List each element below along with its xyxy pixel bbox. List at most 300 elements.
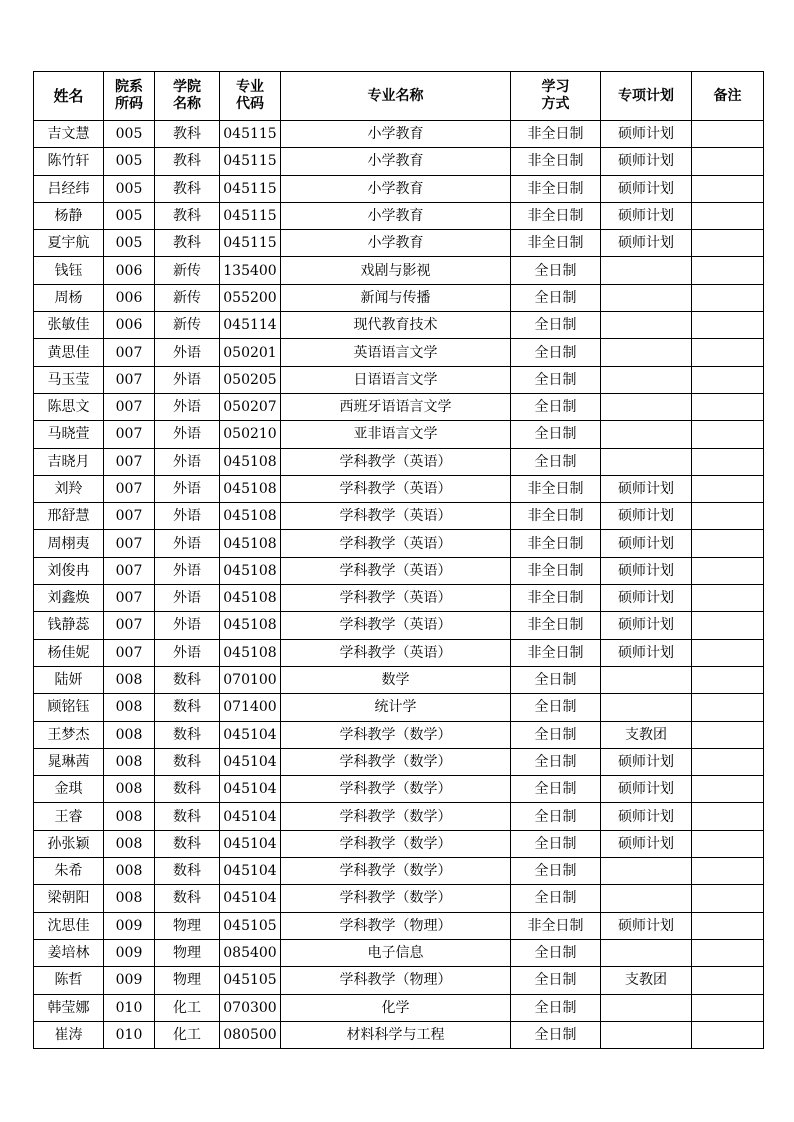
cell-name: 吉文慧: [34, 121, 104, 148]
cell-special-plan: 硕师计划: [601, 776, 692, 803]
cell-dept-code: 008: [104, 803, 155, 830]
cell-major-name: 电子信息: [281, 939, 511, 966]
cell-special-plan: 硕师计划: [601, 585, 692, 612]
cell-special-plan: [601, 448, 692, 475]
cell-major-code: 045104: [220, 830, 281, 857]
header-name: 姓名: [34, 72, 104, 121]
cell-name: 顾铭钰: [34, 694, 104, 721]
cell-remarks: [692, 312, 764, 339]
cell-dept-code: 007: [104, 557, 155, 584]
cell-major-name: 学科教学（英语）: [281, 585, 511, 612]
cell-study-mode: 非全日制: [511, 639, 601, 666]
cell-dept-code: 005: [104, 175, 155, 202]
cell-major-name: 学科教学（英语）: [281, 503, 511, 530]
cell-major-name: 学科教学（数学）: [281, 776, 511, 803]
cell-dept-code: 008: [104, 885, 155, 912]
cell-major-name: 学科教学（英语）: [281, 612, 511, 639]
cell-special-plan: 硕师计划: [601, 121, 692, 148]
cell-study-mode: 全日制: [511, 448, 601, 475]
cell-remarks: [692, 994, 764, 1021]
cell-college: 数科: [155, 858, 220, 885]
table-row: [34, 339, 764, 366]
cell-remarks: [692, 202, 764, 229]
cell-study-mode: 全日制: [511, 776, 601, 803]
cell-major-code: 045108: [220, 557, 281, 584]
cell-college: 数科: [155, 776, 220, 803]
table-row: [34, 257, 764, 284]
cell-major-code: 045108: [220, 448, 281, 475]
cell-name: 陆妍: [34, 666, 104, 693]
table-row: [34, 885, 764, 912]
cell-major-code: 045115: [220, 230, 281, 257]
table-row: [34, 202, 764, 229]
cell-remarks: [692, 503, 764, 530]
cell-special-plan: 硕师计划: [601, 748, 692, 775]
table-row: [34, 530, 764, 557]
table-row: [34, 612, 764, 639]
header-remarks: 备注: [692, 72, 764, 121]
cell-dept-code: 007: [104, 393, 155, 420]
cell-college: 外语: [155, 639, 220, 666]
table-row: [34, 858, 764, 885]
cell-major-code: 135400: [220, 257, 281, 284]
cell-major-name: 学科教学（物理）: [281, 912, 511, 939]
cell-name: 张敏佳: [34, 312, 104, 339]
cell-dept-code: 007: [104, 612, 155, 639]
cell-name: 夏宇航: [34, 230, 104, 257]
table-row: [34, 366, 764, 393]
cell-remarks: [692, 557, 764, 584]
cell-name: 钱静蕊: [34, 612, 104, 639]
cell-remarks: [692, 421, 764, 448]
cell-name: 吕经纬: [34, 175, 104, 202]
table-row: [34, 967, 764, 994]
cell-major-name: 学科教学（数学）: [281, 803, 511, 830]
cell-study-mode: 全日制: [511, 284, 601, 311]
cell-college: 数科: [155, 721, 220, 748]
cell-major-code: 045115: [220, 202, 281, 229]
cell-major-name: 材料科学与工程: [281, 1021, 511, 1048]
cell-dept-code: 007: [104, 503, 155, 530]
cell-name: 刘羚: [34, 475, 104, 502]
cell-dept-code: 006: [104, 284, 155, 311]
cell-special-plan: [601, 257, 692, 284]
cell-college: 新传: [155, 257, 220, 284]
cell-study-mode: 全日制: [511, 421, 601, 448]
cell-study-mode: 非全日制: [511, 503, 601, 530]
cell-dept-code: 005: [104, 121, 155, 148]
cell-major-name: 小学教育: [281, 202, 511, 229]
table-row: [34, 393, 764, 420]
cell-study-mode: 全日制: [511, 994, 601, 1021]
cell-college: 外语: [155, 503, 220, 530]
cell-major-name: 学科教学（物理）: [281, 967, 511, 994]
cell-study-mode: 全日制: [511, 803, 601, 830]
cell-major-code: 045105: [220, 967, 281, 994]
cell-dept-code: 007: [104, 475, 155, 502]
cell-study-mode: 全日制: [511, 967, 601, 994]
cell-special-plan: 硕师计划: [601, 475, 692, 502]
cell-major-code: 085400: [220, 939, 281, 966]
cell-remarks: [692, 803, 764, 830]
table-row: [34, 776, 764, 803]
cell-major-name: 学科教学（英语）: [281, 639, 511, 666]
table-row: [34, 1021, 764, 1048]
cell-dept-code: 008: [104, 694, 155, 721]
cell-remarks: [692, 366, 764, 393]
table-body: [34, 121, 764, 1049]
cell-remarks: [692, 721, 764, 748]
cell-major-code: 045108: [220, 612, 281, 639]
cell-remarks: [692, 858, 764, 885]
cell-college: 教科: [155, 230, 220, 257]
cell-college: 新传: [155, 284, 220, 311]
cell-study-mode: 全日制: [511, 939, 601, 966]
cell-name: 杨佳妮: [34, 639, 104, 666]
cell-major-code: 045104: [220, 803, 281, 830]
table-row: [34, 994, 764, 1021]
cell-dept-code: 007: [104, 530, 155, 557]
cell-dept-code: 008: [104, 721, 155, 748]
cell-major-code: 071400: [220, 694, 281, 721]
cell-special-plan: [601, 694, 692, 721]
cell-name: 王睿: [34, 803, 104, 830]
cell-name: 邢舒慧: [34, 503, 104, 530]
cell-dept-code: 006: [104, 312, 155, 339]
header-special-plan: 专项计划: [601, 72, 692, 121]
cell-remarks: [692, 448, 764, 475]
cell-dept-code: 010: [104, 994, 155, 1021]
cell-major-name: 小学教育: [281, 175, 511, 202]
cell-college: 外语: [155, 585, 220, 612]
table-row: [34, 585, 764, 612]
cell-college: 数科: [155, 803, 220, 830]
cell-special-plan: 硕师计划: [601, 639, 692, 666]
cell-college: 化工: [155, 994, 220, 1021]
table-row: [34, 803, 764, 830]
cell-name: 朱希: [34, 858, 104, 885]
cell-name: 崔涛: [34, 1021, 104, 1048]
cell-major-name: 数学: [281, 666, 511, 693]
table-row: [34, 721, 764, 748]
cell-study-mode: 全日制: [511, 393, 601, 420]
cell-study-mode: 非全日制: [511, 475, 601, 502]
cell-remarks: [692, 967, 764, 994]
cell-remarks: [692, 912, 764, 939]
cell-college: 数科: [155, 748, 220, 775]
cell-major-code: 050210: [220, 421, 281, 448]
cell-special-plan: [601, 284, 692, 311]
cell-major-name: 英语语言文学: [281, 339, 511, 366]
cell-major-code: 045115: [220, 121, 281, 148]
cell-name: 马晓萱: [34, 421, 104, 448]
cell-remarks: [692, 284, 764, 311]
cell-major-code: 055200: [220, 284, 281, 311]
cell-major-code: 045104: [220, 748, 281, 775]
header-major-code: 专业 代码: [220, 72, 281, 121]
cell-study-mode: 全日制: [511, 885, 601, 912]
cell-name: 王梦杰: [34, 721, 104, 748]
cell-remarks: [692, 694, 764, 721]
table-row: [34, 312, 764, 339]
cell-dept-code: 007: [104, 339, 155, 366]
cell-college: 外语: [155, 421, 220, 448]
cell-major-code: 045104: [220, 776, 281, 803]
cell-remarks: [692, 666, 764, 693]
cell-dept-code: 005: [104, 148, 155, 175]
cell-study-mode: 非全日制: [511, 148, 601, 175]
cell-special-plan: [601, 421, 692, 448]
cell-dept-code: 008: [104, 858, 155, 885]
cell-remarks: [692, 175, 764, 202]
header-major-name: 专业名称: [281, 72, 511, 121]
cell-dept-code: 005: [104, 202, 155, 229]
cell-major-name: 戏剧与影视: [281, 257, 511, 284]
cell-major-name: 学科教学（数学）: [281, 858, 511, 885]
cell-remarks: [692, 1021, 764, 1048]
cell-special-plan: 硕师计划: [601, 230, 692, 257]
cell-special-plan: 硕师计划: [601, 912, 692, 939]
cell-major-name: 学科教学（英语）: [281, 448, 511, 475]
cell-study-mode: 非全日制: [511, 557, 601, 584]
cell-major-code: 045115: [220, 175, 281, 202]
cell-major-code: 080500: [220, 1021, 281, 1048]
cell-study-mode: 非全日制: [511, 175, 601, 202]
cell-special-plan: 支教团: [601, 721, 692, 748]
cell-remarks: [692, 257, 764, 284]
table-row: [34, 557, 764, 584]
cell-remarks: [692, 639, 764, 666]
cell-name: 沈思佳: [34, 912, 104, 939]
cell-remarks: [692, 121, 764, 148]
cell-major-code: 070100: [220, 666, 281, 693]
cell-special-plan: 硕师计划: [601, 557, 692, 584]
cell-special-plan: [601, 885, 692, 912]
cell-special-plan: 硕师计划: [601, 175, 692, 202]
table-row: [34, 748, 764, 775]
cell-major-code: 045108: [220, 639, 281, 666]
cell-college: 外语: [155, 339, 220, 366]
cell-name: 周栩夷: [34, 530, 104, 557]
cell-college: 教科: [155, 121, 220, 148]
cell-remarks: [692, 939, 764, 966]
cell-remarks: [692, 475, 764, 502]
cell-special-plan: [601, 393, 692, 420]
table-row: [34, 694, 764, 721]
cell-major-code: 045115: [220, 148, 281, 175]
cell-major-code: 045104: [220, 858, 281, 885]
admission-list-table: [33, 71, 764, 1049]
cell-name: 陈哲: [34, 967, 104, 994]
cell-major-name: 学科教学（英语）: [281, 530, 511, 557]
cell-major-name: 西班牙语语言文学: [281, 393, 511, 420]
cell-study-mode: 非全日制: [511, 912, 601, 939]
cell-study-mode: 全日制: [511, 721, 601, 748]
cell-major-code: 045104: [220, 721, 281, 748]
cell-remarks: [692, 148, 764, 175]
cell-name: 孙张颖: [34, 830, 104, 857]
table-row: [34, 148, 764, 175]
cell-study-mode: 全日制: [511, 312, 601, 339]
cell-study-mode: 全日制: [511, 366, 601, 393]
cell-major-code: 070300: [220, 994, 281, 1021]
cell-dept-code: 008: [104, 830, 155, 857]
cell-name: 陈竹轩: [34, 148, 104, 175]
cell-special-plan: 硕师计划: [601, 503, 692, 530]
table-row: [34, 912, 764, 939]
cell-college: 外语: [155, 612, 220, 639]
cell-special-plan: [601, 1021, 692, 1048]
cell-college: 数科: [155, 666, 220, 693]
cell-special-plan: [601, 858, 692, 885]
cell-college: 数科: [155, 694, 220, 721]
table-row: [34, 448, 764, 475]
cell-dept-code: 008: [104, 666, 155, 693]
cell-major-name: 小学教育: [281, 230, 511, 257]
cell-special-plan: 硕师计划: [601, 202, 692, 229]
cell-college: 教科: [155, 175, 220, 202]
cell-study-mode: 全日制: [511, 858, 601, 885]
cell-dept-code: 005: [104, 230, 155, 257]
cell-special-plan: 硕师计划: [601, 530, 692, 557]
cell-major-code: 045108: [220, 503, 281, 530]
cell-college: 物理: [155, 939, 220, 966]
cell-dept-code: 007: [104, 448, 155, 475]
table-row: [34, 175, 764, 202]
cell-major-name: 小学教育: [281, 121, 511, 148]
table-row: [34, 639, 764, 666]
cell-name: 马玉莹: [34, 366, 104, 393]
cell-name: 钱钰: [34, 257, 104, 284]
cell-dept-code: 008: [104, 776, 155, 803]
cell-study-mode: 全日制: [511, 257, 601, 284]
cell-name: 周杨: [34, 284, 104, 311]
header-dept-code: 院系 所码: [104, 72, 155, 121]
cell-remarks: [692, 339, 764, 366]
cell-remarks: [692, 530, 764, 557]
cell-major-code: 050201: [220, 339, 281, 366]
cell-college: 外语: [155, 366, 220, 393]
cell-major-name: 学科教学（数学）: [281, 885, 511, 912]
cell-name: 吉晓月: [34, 448, 104, 475]
cell-remarks: [692, 748, 764, 775]
cell-major-name: 统计学: [281, 694, 511, 721]
cell-special-plan: 支教团: [601, 967, 692, 994]
cell-special-plan: [601, 939, 692, 966]
cell-name: 陈思文: [34, 393, 104, 420]
cell-major-name: 化学: [281, 994, 511, 1021]
cell-name: 梁朝阳: [34, 885, 104, 912]
cell-study-mode: 非全日制: [511, 585, 601, 612]
table-row: [34, 830, 764, 857]
cell-study-mode: 全日制: [511, 748, 601, 775]
cell-special-plan: 硕师计划: [601, 612, 692, 639]
table-row: [34, 230, 764, 257]
cell-major-name: 亚非语言文学: [281, 421, 511, 448]
cell-special-plan: 硕师计划: [601, 803, 692, 830]
cell-name: 黄思佳: [34, 339, 104, 366]
table-row: [34, 475, 764, 502]
cell-name: 姜培林: [34, 939, 104, 966]
cell-study-mode: 全日制: [511, 339, 601, 366]
cell-special-plan: 硕师计划: [601, 148, 692, 175]
cell-dept-code: 008: [104, 748, 155, 775]
table-row: [34, 421, 764, 448]
cell-remarks: [692, 885, 764, 912]
cell-study-mode: 全日制: [511, 1021, 601, 1048]
cell-major-code: 045108: [220, 475, 281, 502]
table-row: [34, 666, 764, 693]
cell-major-name: 现代教育技术: [281, 312, 511, 339]
cell-remarks: [692, 776, 764, 803]
cell-name: 金琪: [34, 776, 104, 803]
cell-major-code: 045108: [220, 585, 281, 612]
cell-dept-code: 010: [104, 1021, 155, 1048]
cell-special-plan: [601, 312, 692, 339]
cell-study-mode: 非全日制: [511, 530, 601, 557]
cell-name: 刘俊冉: [34, 557, 104, 584]
cell-major-name: 学科教学（英语）: [281, 475, 511, 502]
cell-college: 外语: [155, 557, 220, 584]
cell-remarks: [692, 612, 764, 639]
cell-major-name: 学科教学（英语）: [281, 557, 511, 584]
cell-study-mode: 非全日制: [511, 230, 601, 257]
cell-major-code: 045105: [220, 912, 281, 939]
cell-college: 物理: [155, 912, 220, 939]
cell-study-mode: 全日制: [511, 666, 601, 693]
header-study-mode: 学习 方式: [511, 72, 601, 121]
cell-remarks: [692, 230, 764, 257]
cell-major-name: 小学教育: [281, 148, 511, 175]
cell-dept-code: 007: [104, 639, 155, 666]
cell-college: 化工: [155, 1021, 220, 1048]
cell-dept-code: 009: [104, 939, 155, 966]
cell-major-name: 学科教学（数学）: [281, 721, 511, 748]
cell-name: 刘鑫焕: [34, 585, 104, 612]
cell-study-mode: 非全日制: [511, 202, 601, 229]
table-row: [34, 503, 764, 530]
cell-major-code: 050207: [220, 393, 281, 420]
cell-college: 新传: [155, 312, 220, 339]
cell-college: 教科: [155, 148, 220, 175]
cell-study-mode: 全日制: [511, 694, 601, 721]
cell-major-name: 新闻与传播: [281, 284, 511, 311]
cell-major-code: 050205: [220, 366, 281, 393]
cell-dept-code: 006: [104, 257, 155, 284]
cell-remarks: [692, 585, 764, 612]
cell-major-code: 045104: [220, 885, 281, 912]
table-row: [34, 121, 764, 148]
cell-college: 数科: [155, 830, 220, 857]
cell-name: 韩莹娜: [34, 994, 104, 1021]
cell-college: 数科: [155, 885, 220, 912]
cell-college: 外语: [155, 475, 220, 502]
cell-special-plan: [601, 994, 692, 1021]
cell-study-mode: 全日制: [511, 830, 601, 857]
cell-major-name: 日语语言文学: [281, 366, 511, 393]
cell-special-plan: 硕师计划: [601, 830, 692, 857]
cell-dept-code: 007: [104, 421, 155, 448]
cell-special-plan: [601, 339, 692, 366]
header-college: 学院 名称: [155, 72, 220, 121]
cell-college: 物理: [155, 967, 220, 994]
cell-dept-code: 009: [104, 967, 155, 994]
cell-name: 晁琳茜: [34, 748, 104, 775]
cell-study-mode: 非全日制: [511, 612, 601, 639]
cell-college: 外语: [155, 393, 220, 420]
cell-special-plan: [601, 666, 692, 693]
cell-college: 外语: [155, 530, 220, 557]
